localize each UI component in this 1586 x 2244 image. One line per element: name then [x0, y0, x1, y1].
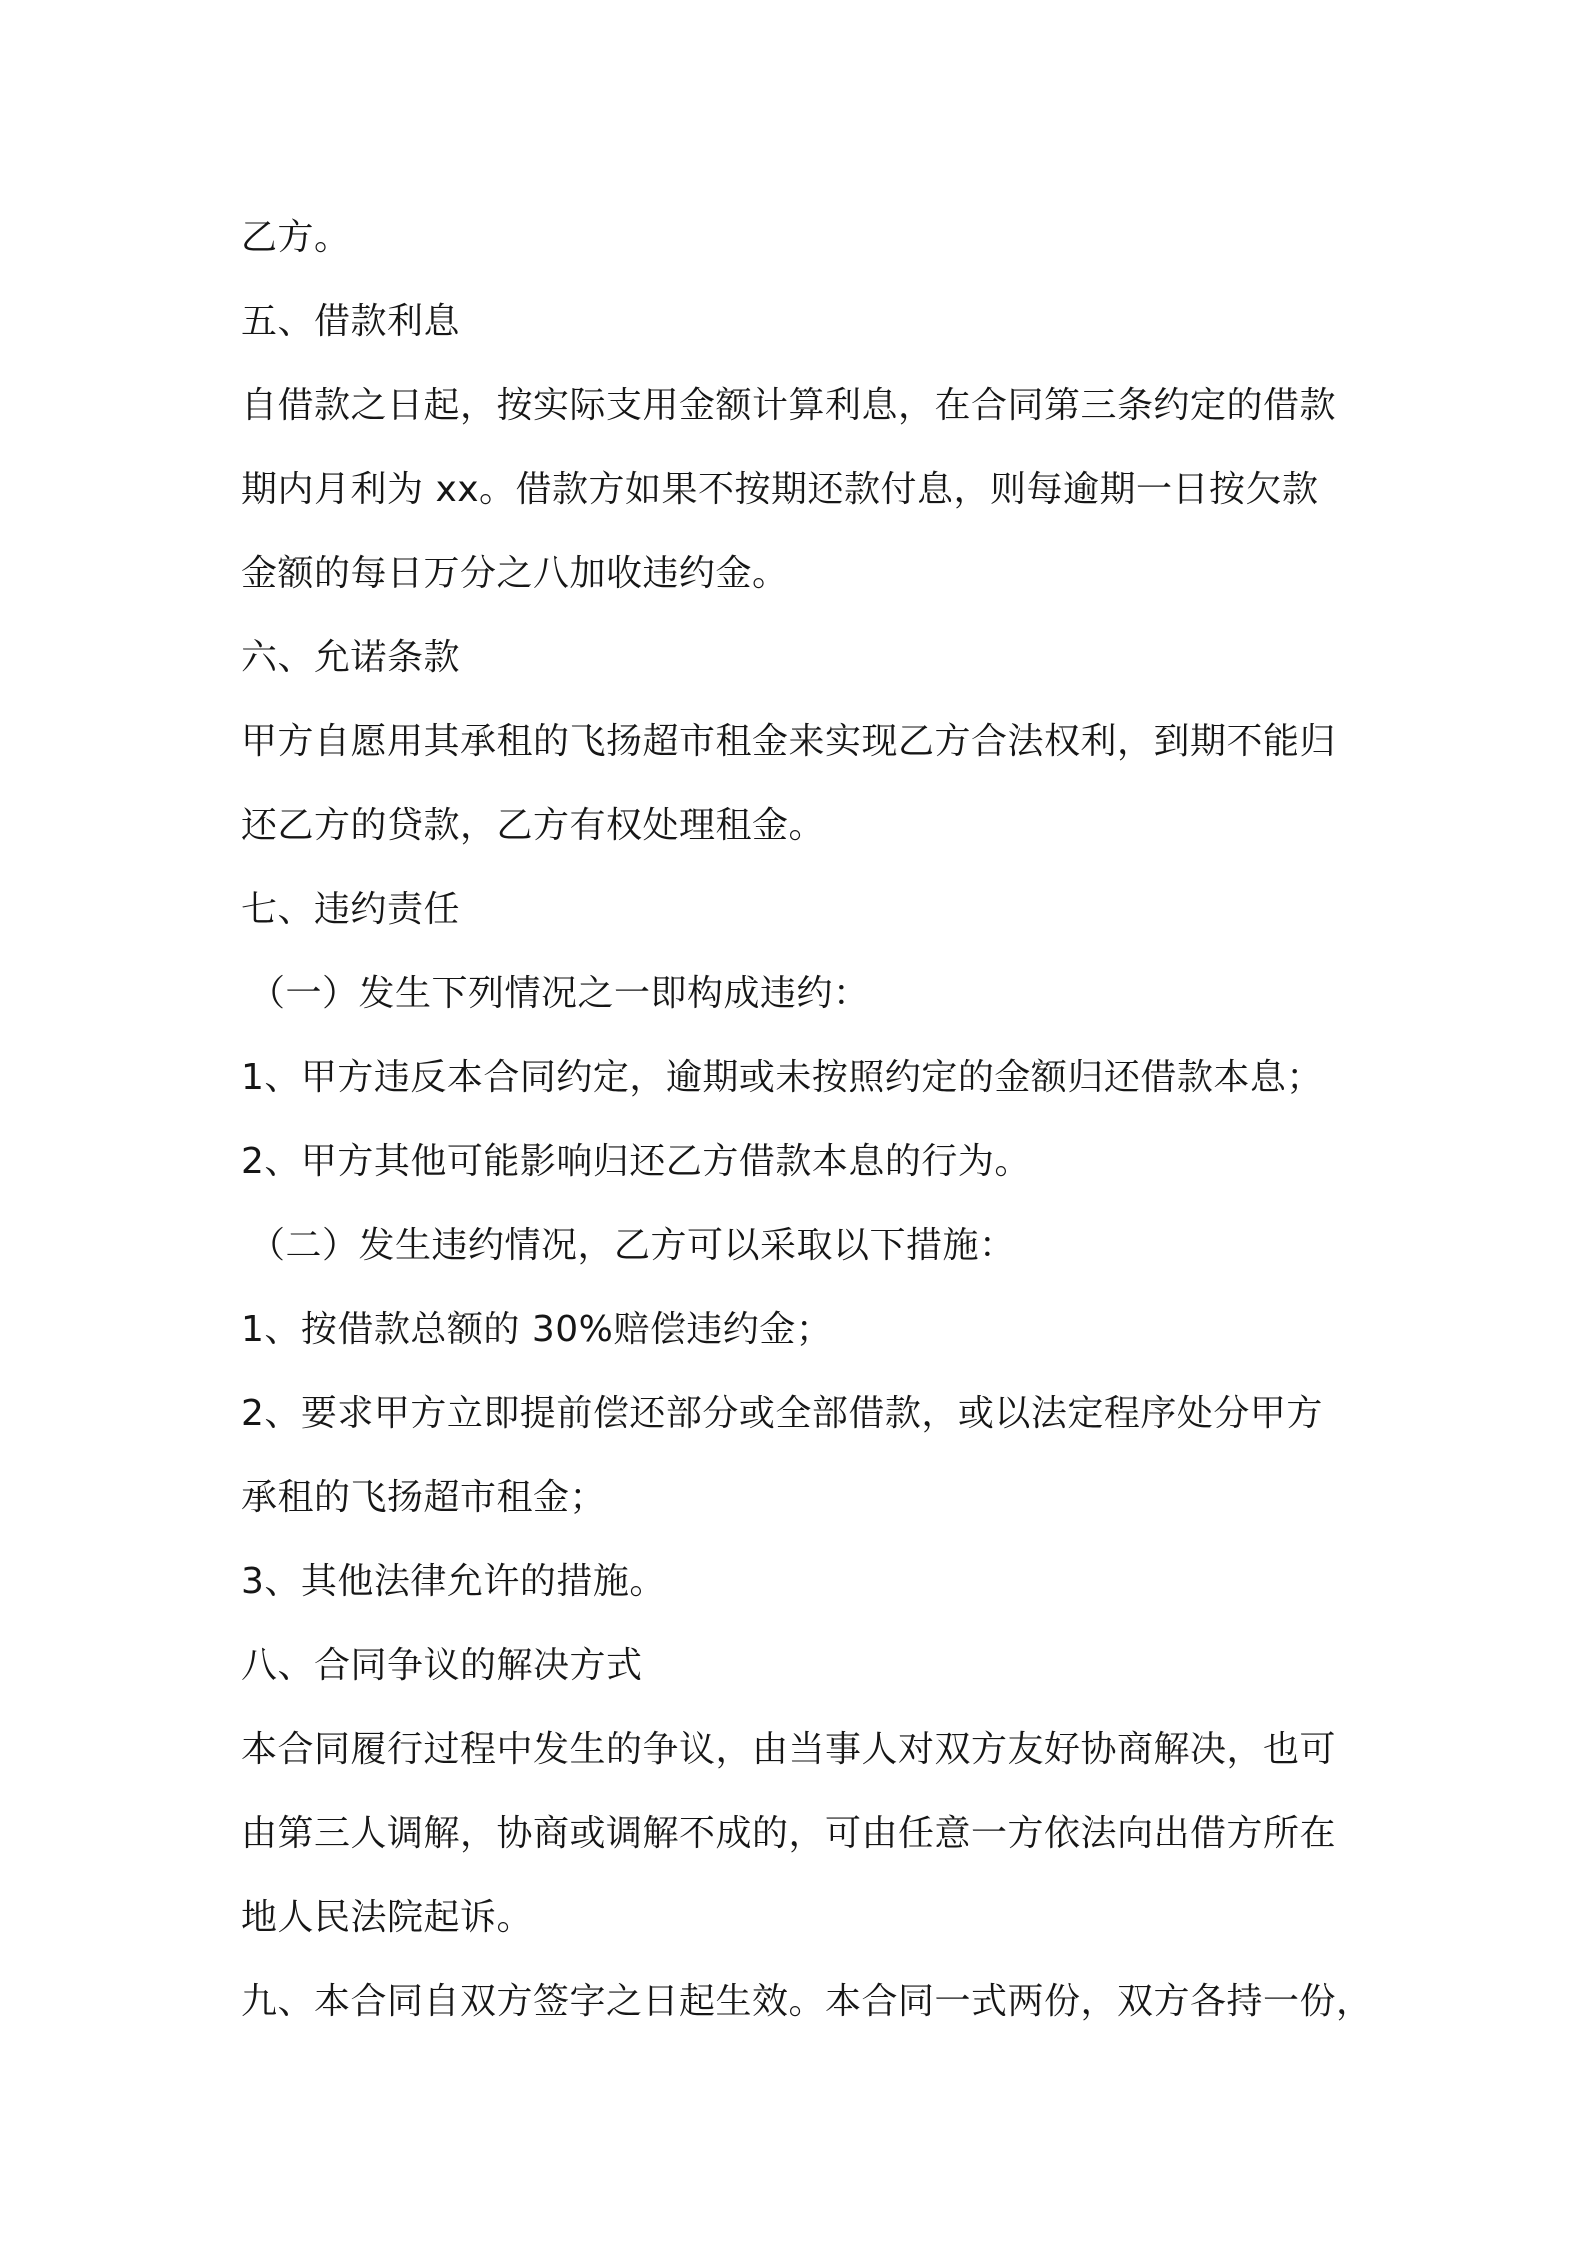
- section-heading-commitment: 六、允诺条款: [241, 637, 461, 678]
- text-line: 甲方自愿用其承租的飞扬超市租金来实现乙方合法权利，到期不能归: [241, 721, 1337, 762]
- text-line: 金额的每日万分之八加收违约金。: [241, 553, 789, 594]
- section-heading-liability: 七、违约责任: [241, 889, 461, 930]
- text-line: 本合同履行过程中发生的争议，由当事人对双方友好协商解决，也可: [241, 1729, 1337, 1770]
- text-line: 还乙方的贷款，乙方有权处理租金。: [241, 805, 826, 846]
- text-line: 3、其他法律允许的措施。: [241, 1561, 666, 1602]
- text-line: 自借款之日起，按实际支用金额计算利息，在合同第三条约定的借款: [241, 385, 1337, 426]
- text-line: 1、甲方违反本合同约定，逾期或未按照约定的金额归还借款本息；: [241, 1057, 1323, 1098]
- text-line: 2、甲方其他可能影响归还乙方借款本息的行为。: [241, 1141, 1031, 1182]
- section-heading-dispute: 八、合同争议的解决方式: [241, 1645, 643, 1686]
- section-heading-interest: 五、借款利息: [241, 301, 461, 342]
- text-line: 由第三人调解，协商或调解不成的，可由任意一方依法向出借方所在: [241, 1813, 1337, 1854]
- text-line: 乙方。: [241, 217, 351, 258]
- section-heading-effective: 九、本合同自双方签字之日起生效。本合同一式两份，双方各持一份，: [241, 1981, 1373, 2022]
- text-line: 2、要求甲方立即提前偿还部分或全部借款，或以法定程序处分甲方: [241, 1393, 1323, 1434]
- subsection-heading: （一）发生下列情况之一即构成违约：: [249, 973, 870, 1014]
- text-line: 期内月利为 xx。借款方如果不按期还款付息，则每逾期一日按欠款: [241, 469, 1319, 510]
- subsection-heading: （二）发生违约情况，乙方可以采取以下措施：: [249, 1225, 1016, 1266]
- text-line: 地人民法院起诉。: [241, 1897, 534, 1938]
- text-line: 承租的飞扬超市租金；: [241, 1477, 607, 1518]
- text-line: 1、按借款总额的 30%赔偿违约金；: [241, 1309, 833, 1350]
- document-body: [241, 196, 1373, 2044]
